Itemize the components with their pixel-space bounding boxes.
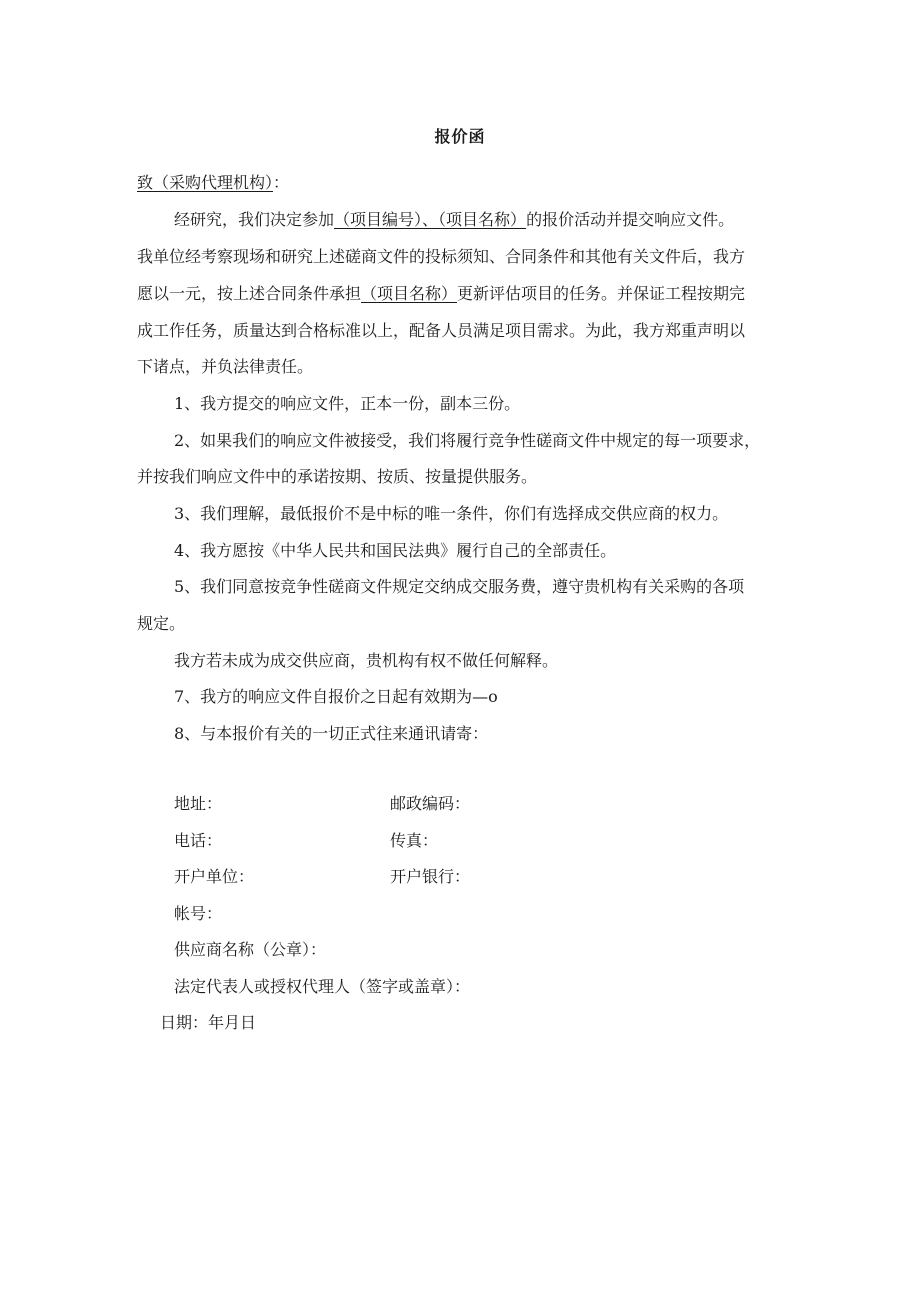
procurement-agency: （采购代理机构）: [153, 173, 274, 192]
representative-label: 法定代表人或授权代理人（签字或盖章）：: [174, 977, 471, 996]
account-unit-label: 开户单位：: [174, 867, 255, 886]
intro-line-3: [137, 284, 745, 304]
address-label: 地址：: [174, 794, 223, 813]
account-number-label: 帐号：: [174, 904, 223, 923]
project-name-blank: （项目名称）: [438, 210, 527, 229]
intro-line-5: 下诸点，并负法律责任。: [137, 357, 314, 376]
separator: 、: [422, 210, 439, 229]
intro-text: 愿以一元，按上述合同条件承担: [137, 284, 362, 303]
intro-text: 的报价活动并提交响应文件。: [526, 210, 735, 229]
phone-label: 电话：: [174, 831, 223, 850]
intro-line-2: 我单位经考察现场和研究上述磋商文件的投标须知、合同条件和其他有关文件后，我方: [137, 247, 746, 266]
date-label: 日期：年月日: [160, 1013, 257, 1032]
addressee-line: [137, 173, 289, 193]
item-3: 3、我们理解，最低报价不是中标的唯一条件，你们有选择成交供应商的权力。: [174, 504, 729, 523]
document-title: 报价函: [434, 127, 486, 146]
addressee-colon: ：: [273, 173, 290, 192]
item-4: 4、我方愿按《中华人民共和国民法典》履行自己的全部责任。: [174, 541, 617, 560]
intro-text: 经研究，我们决定参加: [174, 210, 335, 229]
item-2-line-1: 2、如果我们的响应文件被接受，我们将履行竞争性磋商文件中规定的每一项要求，: [174, 431, 761, 450]
fax-label: 传真：: [390, 831, 439, 850]
item-8: 8、与本报价有关的一切正式往来通讯请寄：: [174, 724, 489, 743]
intro-text: 更新评估项目的任务。并保证工程按期完: [457, 284, 746, 303]
item-2-line-2: 并按我们响应文件中的承诺按期、按质、按量提供服务。: [137, 467, 538, 486]
postcode-label: 邮政编码：: [390, 794, 471, 813]
intro-line-4: 成工作任务，质量达到合格标准以上，配备人员满足项目需求。为此，我方郑重声明以: [137, 321, 746, 340]
project-number-blank: （项目编号）: [334, 210, 423, 229]
intro-line-1: [174, 210, 734, 230]
bank-label: 开户银行：: [390, 867, 471, 886]
item-5-line-2: 规定。: [137, 614, 186, 633]
supplier-name-label: 供应商名称（公章）：: [174, 940, 327, 959]
addressee-prefix: 致: [137, 173, 154, 192]
item-7: 7、我方的响应文件自报价之日起有效期为—o: [174, 687, 498, 706]
project-name-blank-2: （项目名称）: [361, 284, 458, 303]
item-5-line-1: 5、我们同意按竞争性磋商文件规定交纳成交服务费，遵守贵机构有关采购的各项: [174, 577, 745, 596]
item-6: 我方若未成为成交供应商，贵机构有权不做任何解释。: [174, 651, 559, 670]
item-1: 1、我方提交的响应文件，正本一份，副本三份。: [174, 394, 521, 413]
